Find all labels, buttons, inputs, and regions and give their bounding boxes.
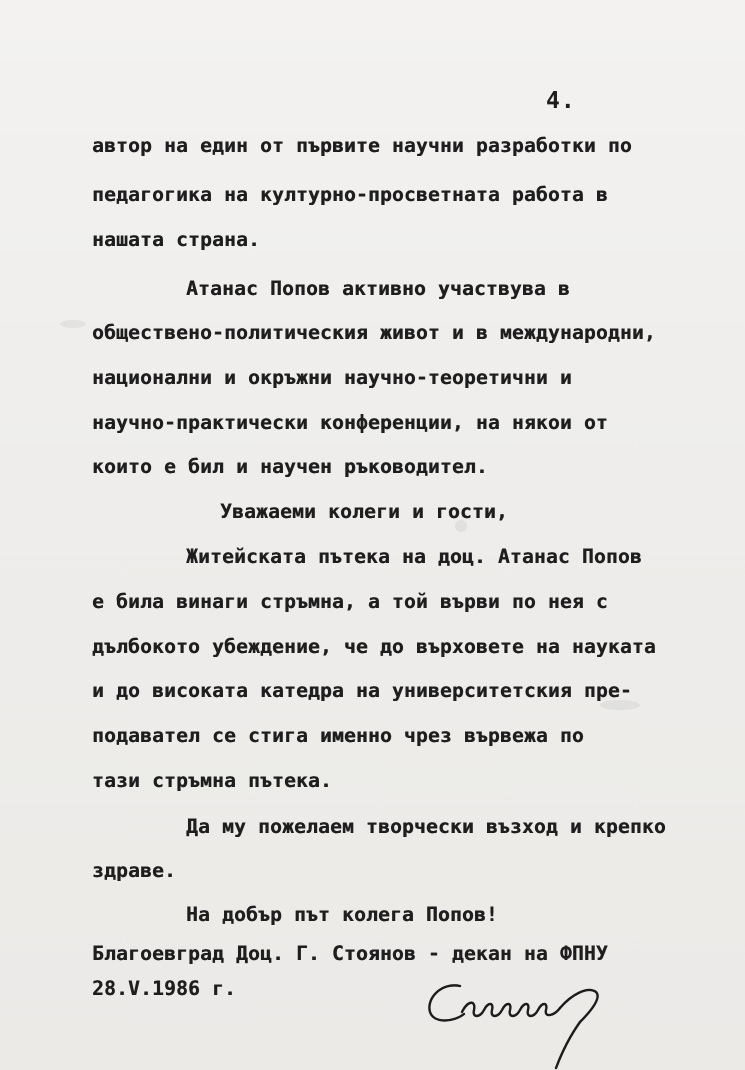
- text-line: научно-практически конференции, на някои от: [92, 411, 608, 434]
- text-line: тази стръмна пътека.: [92, 769, 332, 792]
- paper-smudge: [60, 320, 86, 328]
- date-line: 28.V.1986 г.: [92, 977, 236, 1000]
- text-line: които е бил и научен ръководител.: [92, 455, 488, 478]
- text-line: дълбокото убеждение, че до върховете на науката: [92, 635, 656, 658]
- text-line: Да му пожелаем творчески възход и крепко: [186, 815, 666, 838]
- text-line: автор на един от първите научни разработки по: [92, 134, 632, 157]
- text-line: педагогика на културно-просветната работа в: [92, 183, 608, 206]
- signature-icon: [420, 960, 620, 1070]
- page-number: 4.: [546, 88, 576, 114]
- text-line: Атанас Попов активно участвува в: [186, 277, 570, 300]
- closing-line: На добър път колега Попов!: [186, 903, 498, 926]
- text-line: и до високата катедра на университетския пре-: [92, 679, 632, 702]
- text-line: подавател се стига именно чрез вървежа по: [92, 724, 584, 747]
- text-line: нашата страна.: [92, 228, 260, 251]
- place-and-author-line: Благоевград Доц. Г. Стоянов - декан на ФПНУ: [92, 942, 608, 965]
- text-line: Житейската пътека на доц. Атанас Попов: [186, 545, 642, 568]
- text-line: е била винаги стръмна, а той върви по нея с: [92, 590, 608, 613]
- text-line: здраве.: [92, 859, 176, 882]
- salutation: Уважаеми колеги и гости,: [220, 500, 508, 523]
- text-line: национални и окръжни научно-теоретични и: [92, 366, 572, 389]
- text-line: обществено-политическия живот и в международни,: [92, 321, 656, 344]
